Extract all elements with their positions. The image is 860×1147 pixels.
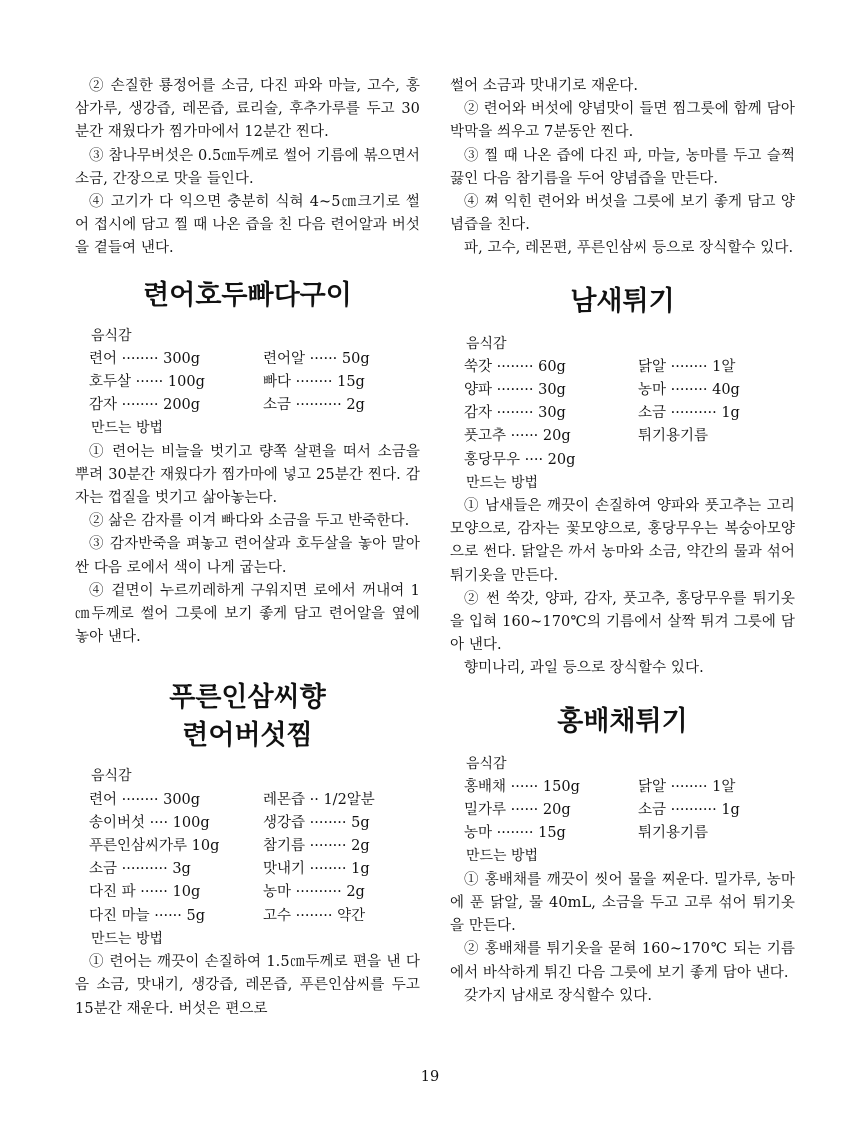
method-label: 만드는 방법 bbox=[91, 420, 164, 437]
ingredient-item: 다진 마늘 ······ 5g bbox=[89, 907, 206, 924]
step: ④ 겉면이 누르끼레하게 구워지면 로에서 꺼내여 1㎝두께로 썰어 그릇에 보기 좋게 담고 련어알을 옆에 놓아 낸다. bbox=[75, 582, 420, 646]
ingredient-item: 감자 ········ 200g bbox=[89, 397, 201, 414]
paragraph: 파, 고수, 레몬편, 푸른인삼씨 등으로 장식할수 있다. bbox=[464, 240, 794, 257]
recipe-title: 홍배채튀기 bbox=[557, 705, 688, 737]
ingredient-item: 농마 ·········· 2g bbox=[263, 884, 365, 901]
recipe-title: 남새튀기 bbox=[570, 285, 675, 317]
ingredient-item: 풋고추 ······ 20g bbox=[464, 428, 571, 445]
ingredient-item: 소금 ·········· 1g bbox=[638, 405, 740, 422]
paragraph: ② 련어와 버섯에 양념맛이 들면 찜그릇에 함께 담아 박막을 씌우고 7분동안 찐다. bbox=[450, 101, 795, 141]
step: ② 홍배채를 튀기옷을 묻혀 160~170℃ 되는 기름에서 바삭하게 튀긴 다음 그릇에 보기 좋게 담아 낸다. bbox=[450, 941, 795, 981]
step: ② 삶은 감자를 이겨 빠다와 소금을 두고 반죽한다. bbox=[89, 513, 410, 530]
ingredients-list bbox=[464, 776, 795, 846]
ingredient-item: 농마 ········ 40g bbox=[638, 382, 740, 399]
step: 향미나리, 과일 등으로 장식할수 있다. bbox=[464, 660, 704, 677]
ingredient-item: 홍당무우 ···· 20g bbox=[464, 451, 576, 468]
ingredient-item: 생강즙 ········ 5g bbox=[263, 814, 370, 831]
step: ① 홍배채를 깨끗이 씻어 물을 찌운다. 밀가루, 농마에 푼 닭알, 물 40mL, 소금을 두고 고루 섞어 튀기옷을 만든다. bbox=[450, 871, 795, 935]
ingredients-list bbox=[89, 789, 420, 928]
ingredient-item: 련어알 ······ 50g bbox=[263, 350, 370, 367]
ingredients-label: 음식감 bbox=[466, 335, 507, 352]
ingredient-item: 련어 ········ 300g bbox=[89, 350, 201, 367]
ingredients-label: 음식감 bbox=[91, 768, 132, 785]
ingredient-item: 련어 ········ 300g bbox=[89, 791, 201, 808]
ingredient-item: 소금 ·········· 3g bbox=[89, 861, 191, 878]
paragraph: ③ 찔 때 나온 즙에 다진 파, 마늘, 농마를 두고 슬쩍 끓인 다음 참기름을 두어 양념즙을 만든다. bbox=[450, 147, 795, 187]
method-label: 만드는 방법 bbox=[466, 474, 539, 491]
step: ② 썬 쑥갓, 양파, 감자, 풋고추, 홍당무우를 튀기옷을 입혀 160~170℃의 기름에서 살짝 튀겨 그릇에 담아 낸다. bbox=[450, 590, 795, 654]
left-column bbox=[75, 75, 420, 1021]
ingredient-item: 빠다 ········ 15g bbox=[263, 374, 365, 391]
ingredients-label: 음식감 bbox=[466, 755, 507, 772]
ingredients-list bbox=[464, 356, 795, 472]
step: 갖가지 남새로 장식할수 있다. bbox=[464, 987, 653, 1004]
ingredient-item: 맛내기 ········ 1g bbox=[263, 861, 370, 878]
ingredient-item: 다진 파 ······ 10g bbox=[89, 884, 201, 901]
ingredient-item: 닭알 ········ 1알 bbox=[638, 778, 736, 795]
ingredient-item: 참기름 ········ 2g bbox=[263, 838, 370, 855]
ingredient-item: 소금 ·········· 1g bbox=[638, 802, 740, 819]
ingredient-item: 쑥갓 ········ 60g bbox=[464, 358, 566, 375]
method-label: 만드는 방법 bbox=[91, 930, 164, 947]
method-label: 만드는 방법 bbox=[466, 848, 539, 865]
ingredients-label: 음식감 bbox=[91, 327, 132, 344]
paragraph: ④ 쪄 익힌 련어와 버섯을 그릇에 보기 좋게 담고 양념즙을 친다. bbox=[450, 194, 795, 234]
paragraph: ④ 고기가 다 익으면 충분히 식혀 4~5㎝크기로 썰어 접시에 담고 찔 때 나온 즙을 친 다음 련어알과 버섯을 곁들여 낸다. bbox=[75, 194, 420, 257]
paragraph: ③ 참나무버섯은 0.5㎝두께로 썰어 기름에 볶으면서 소금, 간장으로 맛을 들인다. bbox=[75, 147, 420, 187]
step: ① 남새들은 깨끗이 손질하여 양파와 풋고추는 고리모양으로, 감자는 꽃모양으로, 홍당무우는 복숭아모양으로 썬다. 닭알은 까서 농마와 소금, 약간의 물과 섞어 튀기옷을 만든다. bbox=[450, 498, 795, 584]
step: ① 련어는 비늘을 벗기고 량쪽 살편을 떠서 소금을 뿌려 30분간 재웠다가 찜가마에 넣고 25분간 찐다. 감자는 껍질을 벗기고 삶아놓는다. bbox=[75, 443, 420, 507]
ingredients-list bbox=[89, 348, 420, 418]
paragraph: 썰어 소금과 맛내기로 재운다. bbox=[450, 78, 639, 94]
ingredient-item: 농마 ········ 15g bbox=[464, 825, 566, 842]
recipe-title-line1: 푸른인삼씨향 bbox=[169, 682, 326, 714]
ingredient-item: 밀가루 ······ 20g bbox=[464, 802, 571, 819]
paragraph: ② 손질한 룡정어를 소금, 다진 파와 마늘, 고수, 홍삼가루, 생강즙, 레몬즙, 료리술, 후추가루를 두고 30분간 재웠다가 찜가마에서 12분간 찐다. bbox=[75, 78, 420, 141]
ingredient-item bbox=[638, 449, 788, 472]
ingredient-item: 호두살 ······ 100g bbox=[89, 374, 205, 391]
ingredient-item: 튀기용기름 bbox=[638, 825, 709, 842]
ingredient-item: 홍배채 ······ 150g bbox=[464, 778, 580, 795]
ingredient-item: 푸른인삼씨가루 10g bbox=[89, 838, 220, 855]
step: ③ 감자반죽을 펴놓고 련어살과 호두살을 놓아 말아 싼 다음 로에서 색이 나게 굽는다. bbox=[75, 536, 420, 576]
recipe-title-line2: 련어버섯찜 bbox=[182, 720, 313, 752]
ingredient-item: 소금 ·········· 2g bbox=[263, 397, 365, 414]
ingredient-item: 송이버섯 ···· 100g bbox=[89, 814, 210, 831]
ingredient-item: 닭알 ········ 1알 bbox=[638, 358, 736, 375]
ingredient-item: 레몬즙 ·· 1/2알분 bbox=[263, 791, 375, 808]
right-column bbox=[450, 75, 795, 1008]
recipe-title: 련어호두빠다구이 bbox=[143, 279, 352, 311]
step: ① 련어는 깨끗이 손질하여 1.5㎝두께로 편을 낸 다음 소금, 맛내기, 생강즙, 레몬즙, 푸른인삼씨를 두고 15분간 재운다. 버섯은 편으로 bbox=[75, 954, 420, 1017]
page-number: 19 bbox=[420, 1069, 440, 1085]
ingredient-item: 튀기용기름 bbox=[638, 428, 709, 445]
ingredient-item: 감자 ········ 30g bbox=[464, 405, 566, 422]
ingredient-item: 고수 ········ 약간 bbox=[263, 907, 366, 924]
ingredient-item: 양파 ········ 30g bbox=[464, 382, 566, 399]
